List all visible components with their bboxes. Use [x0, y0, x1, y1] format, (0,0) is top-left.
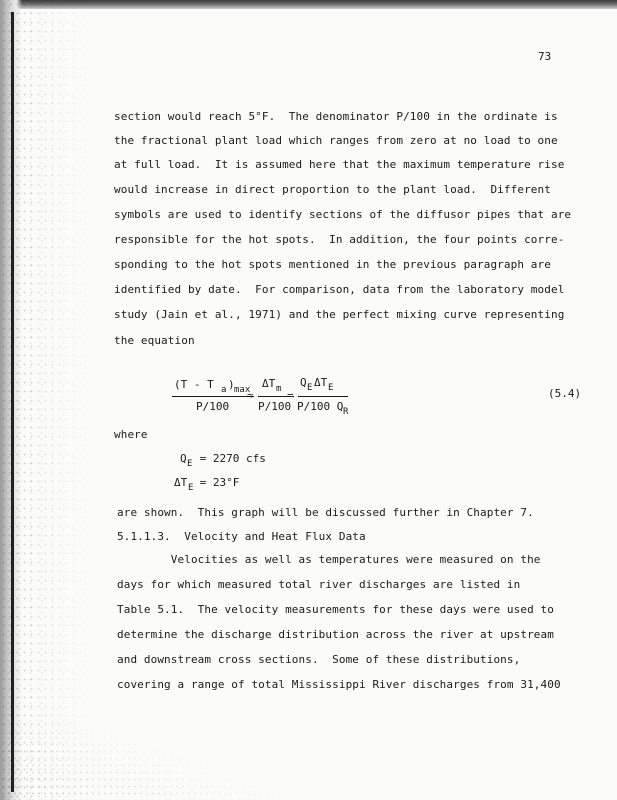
text-line: days for which measured total river discharges are listed in — [117, 578, 521, 591]
def-value: = 2270 cfs — [193, 452, 266, 465]
text-line: and downstream cross sections. Some of these distributions, — [117, 653, 521, 666]
def-value: = 23°F — [193, 476, 240, 489]
eq-mid-denominator: P/100 — [258, 400, 292, 413]
text-line: at full load. It is assumed here that the maximum temperature rise — [114, 158, 565, 171]
equation-number: (5.4) — [548, 387, 582, 400]
eq-right-denominator: P/100 Q — [297, 400, 344, 413]
eq-left-numerator-close: ) — [228, 378, 235, 391]
text-line: Velocities as well as temperatures were measured on the — [117, 553, 541, 566]
where-label: where — [114, 428, 148, 441]
eq-left-numerator: (T - T — [174, 378, 214, 391]
eq-mid-numerator: ΔT — [262, 377, 276, 390]
text-line: symbols are used to identify sections of the diffusor pipes that are — [114, 208, 572, 221]
text-line: sponding to the hot spots mentioned in the previous paragraph are — [114, 258, 551, 271]
text-line: the equation — [114, 334, 195, 347]
text-line: identified by date. For comparison, data from the laboratory model — [114, 283, 565, 296]
text-line: determine the discharge distribution across the river at upstream — [117, 628, 554, 641]
eq-equals-sign: = — [287, 389, 294, 402]
text-line: responsible for the hot spots. In addition, the four points corre- — [114, 233, 565, 246]
eq-approx-sign: ≈ — [247, 389, 254, 402]
def-symbol-sub: E — [187, 459, 193, 469]
text-line: Table 5.1. The velocity measurements for these days were used to — [117, 603, 554, 616]
eq-right-fraction-bar — [298, 396, 348, 397]
text-line: section would reach 5°F. The denominator P/100 in the ordinate is — [114, 110, 558, 123]
eq-mid-numerator-sub: m — [276, 384, 282, 394]
eq-right-numerator-q-sub: E — [307, 383, 313, 393]
def-symbol: ΔT — [174, 476, 188, 489]
def-symbol: Q — [180, 452, 187, 465]
text-line: are shown. This graph will be discussed further in Chapter 7. — [117, 506, 534, 519]
text-line: the fractional plant load which ranges from zero at no load to one — [114, 134, 558, 147]
text-line: would increase in direct proportion to the plant load. Different — [114, 183, 551, 196]
eq-left-numerator-sub: a — [221, 385, 227, 395]
eq-right-denominator-sub: R — [343, 407, 349, 417]
text-line: covering a range of total Mississippi River discharges from 31,400 — [117, 678, 561, 691]
eq-left-fraction-bar — [172, 396, 254, 397]
eq-right-numerator-q: Q — [300, 376, 307, 389]
eq-right-numerator-dt: ΔT — [314, 376, 328, 389]
section-heading: 5.1.1.3. Velocity and Heat Flux Data — [117, 530, 366, 543]
text-line: study (Jain et al., 1971) and the perfect mixing curve representing — [114, 308, 565, 321]
def-symbol-sub: E — [188, 483, 194, 493]
eq-left-denominator: P/100 — [196, 400, 230, 413]
eq-right-numerator-dt-sub: E — [328, 383, 334, 393]
eq-left-numerator-max: max — [234, 385, 251, 395]
page-number: 73 — [538, 50, 552, 63]
scan-bottom-noise — [0, 720, 300, 800]
